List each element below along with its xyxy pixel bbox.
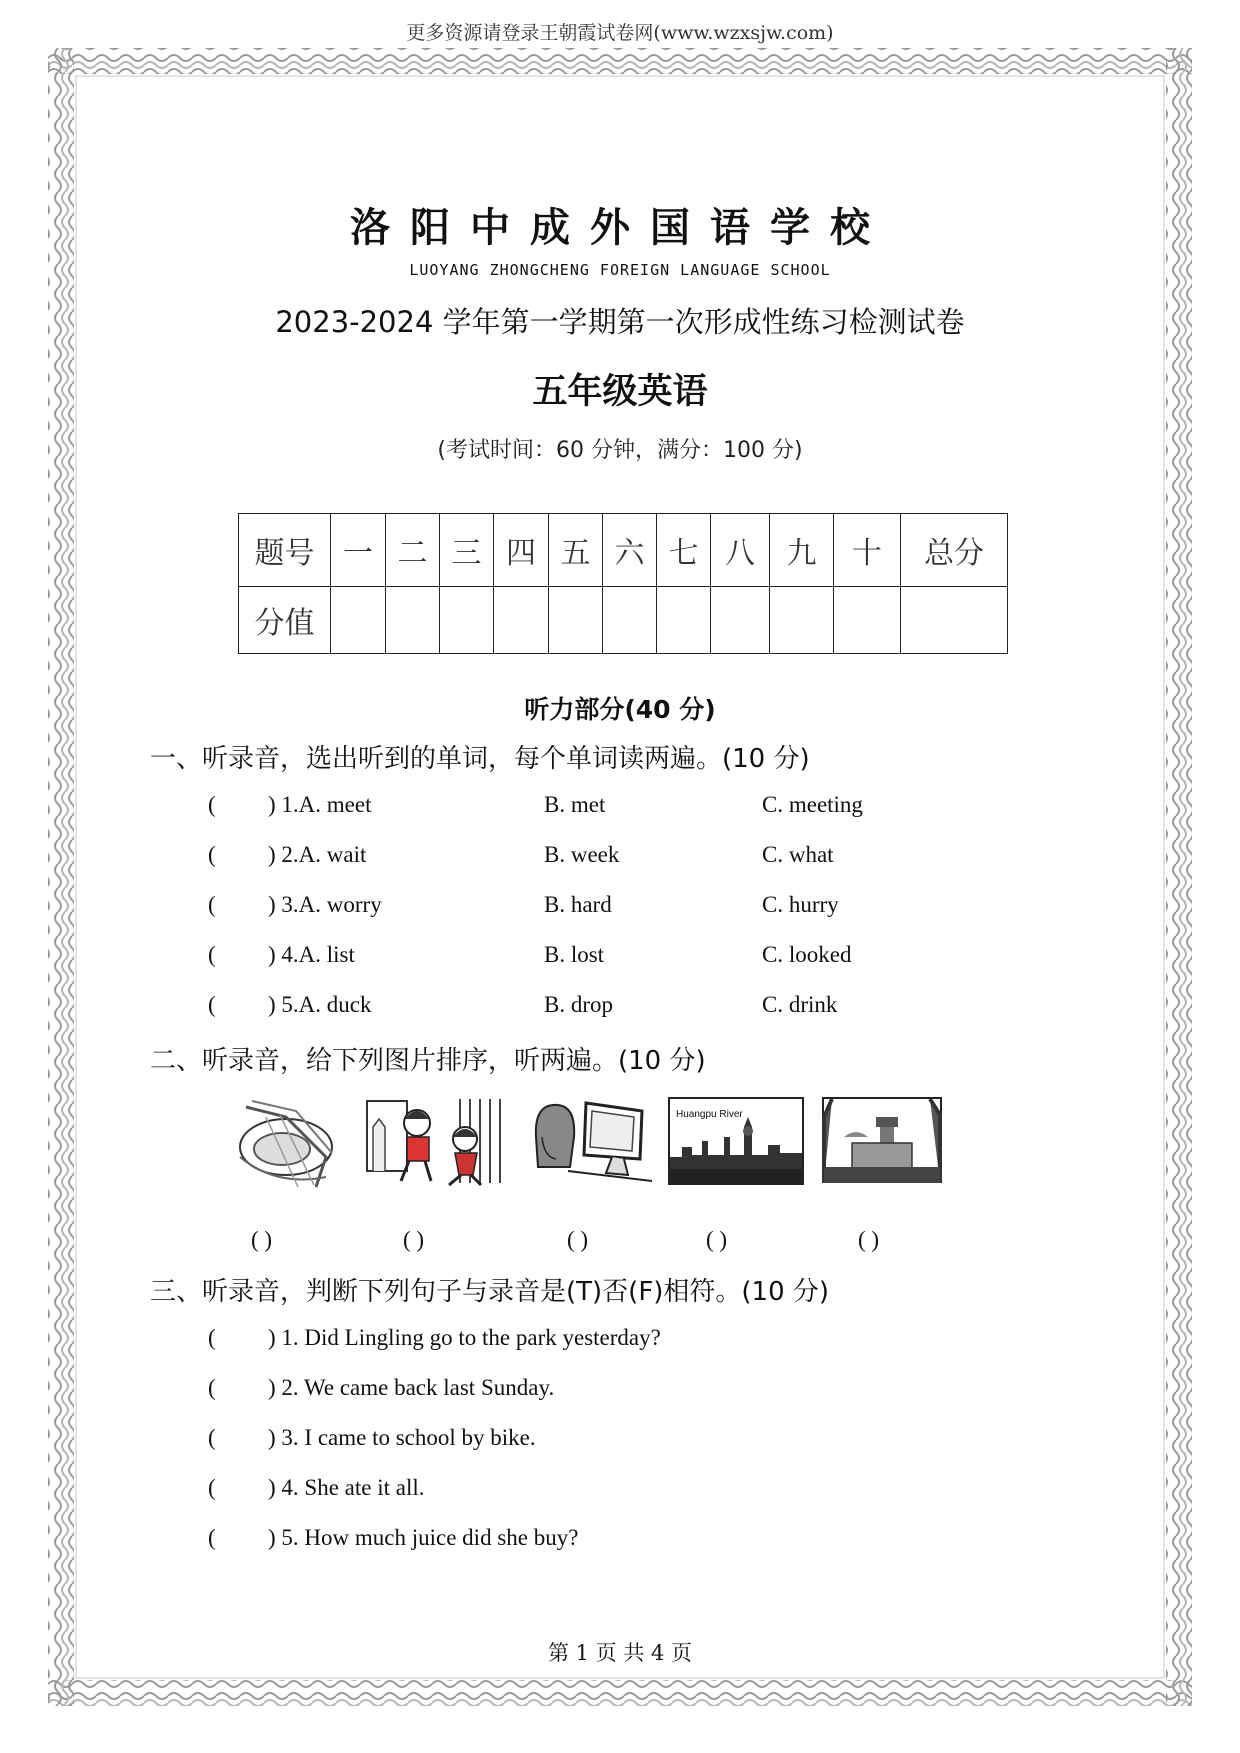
score-cell: 三: [440, 514, 494, 587]
score-input-cell[interactable]: [603, 587, 657, 654]
option-a: ) 1.A. meet: [268, 792, 372, 817]
option-a: ) 3.A. worry: [268, 892, 382, 917]
answer-paren[interactable]: (: [208, 1475, 216, 1500]
subject-title: 五年级英语: [532, 372, 708, 412]
option-b: B. met: [544, 792, 606, 817]
answer-blank[interactable]: ( ): [567, 1227, 589, 1252]
option-b: B. lost: [544, 942, 605, 967]
answer-blank[interactable]: ( ): [706, 1227, 728, 1252]
exam-term-title: 2023-2024 学年第一学期第一次形成性练习检测试卷: [275, 305, 965, 339]
option-b: B. drop: [544, 992, 613, 1017]
option-b: B. week: [544, 842, 620, 867]
answer-blank[interactable]: ( ): [858, 1227, 880, 1252]
computer-picture: [528, 1097, 652, 1183]
question-text: ) 5. How much juice did she buy?: [268, 1525, 579, 1550]
score-cell: 五: [549, 514, 603, 587]
answer-paren[interactable]: (: [208, 942, 216, 967]
option-c: C. what: [762, 842, 834, 867]
score-cell: 九: [770, 514, 834, 587]
score-cell: 分值: [239, 587, 331, 654]
page-footer: 第 1 页 共 4 页: [547, 1641, 693, 1665]
score-input-cell[interactable]: [494, 587, 549, 654]
answer-paren[interactable]: (: [208, 842, 216, 867]
answer-paren[interactable]: (: [208, 1375, 216, 1400]
section3-title: 三、听录音，判断下列句子与录音是(T)否(F)相符。(10 分): [150, 1277, 830, 1307]
option-c: C. hurry: [762, 892, 839, 917]
score-cell: 十: [834, 514, 901, 587]
score-input-cell[interactable]: [657, 587, 711, 654]
answer-blank[interactable]: ( ): [251, 1227, 273, 1252]
score-input-cell[interactable]: [711, 587, 770, 654]
option-c: C. looked: [762, 942, 852, 967]
answer-paren[interactable]: (: [208, 1525, 216, 1550]
score-cell: 总分: [901, 514, 1008, 587]
answer-paren[interactable]: (: [208, 1425, 216, 1450]
stadium-picture: [236, 1097, 336, 1195]
score-input-cell[interactable]: [549, 587, 603, 654]
option-c: C. drink: [762, 992, 838, 1017]
score-input-cell[interactable]: [834, 587, 901, 654]
score-input-cell[interactable]: [331, 587, 386, 654]
option-a: ) 5.A. duck: [268, 992, 372, 1017]
question-text: ) 1. Did Lingling go to the park yesterday?: [268, 1325, 661, 1350]
score-input-cell[interactable]: [901, 587, 1008, 654]
score-table: [238, 513, 1008, 654]
river-caption: Huangpu River: [676, 1109, 743, 1120]
option-a: ) 2.A. wait: [268, 842, 367, 867]
score-cell: 一: [331, 514, 386, 587]
answer-paren[interactable]: (: [208, 1325, 216, 1350]
option-a: ) 4.A. list: [268, 942, 355, 967]
exam-meta: (考试时间：60 分钟，满分：100 分): [437, 438, 803, 463]
question-text: ) 4. She ate it all.: [268, 1475, 425, 1500]
section2-title: 二、听录音，给下列图片排序，听两遍。(10 分): [150, 1046, 706, 1076]
answer-paren[interactable]: (: [208, 792, 216, 817]
section1-title: 一、听录音，选出听到的单词，每个单词读两遍。(10 分): [150, 744, 810, 774]
option-c: C. meeting: [762, 792, 863, 817]
score-table-header-row: [239, 514, 1008, 587]
answer-blank[interactable]: ( ): [403, 1227, 425, 1252]
score-input-cell[interactable]: [770, 587, 834, 654]
option-b: B. hard: [544, 892, 612, 917]
score-table-value-row: [239, 587, 1008, 654]
score-cell: 二: [386, 514, 440, 587]
school-name-english: LUOYANG ZHONGCHENG FOREIGN LANGUAGE SCHOOL: [409, 261, 831, 279]
score-cell: 七: [657, 514, 711, 587]
score-input-cell[interactable]: [440, 587, 494, 654]
children-picture: [365, 1097, 513, 1189]
question-text: ) 3. I came to school by bike.: [268, 1425, 536, 1450]
score-input-cell[interactable]: [386, 587, 440, 654]
answer-paren[interactable]: (: [208, 892, 216, 917]
building-picture: [822, 1097, 942, 1183]
answer-paren[interactable]: (: [208, 992, 216, 1017]
score-cell: 题号: [239, 514, 331, 587]
watermark-text: 更多资源请登录王朝霞试卷网(www.wzxsjw.com): [406, 22, 834, 44]
listening-part-title: 听力部分(40 分): [524, 695, 716, 724]
score-cell: 四: [494, 514, 549, 587]
score-cell: 八: [711, 514, 770, 587]
river-picture: [668, 1097, 804, 1185]
score-cell: 六: [603, 514, 657, 587]
question-text: ) 2. We came back last Sunday.: [268, 1375, 555, 1400]
school-name: 洛阳中成外国语学校: [350, 205, 890, 251]
